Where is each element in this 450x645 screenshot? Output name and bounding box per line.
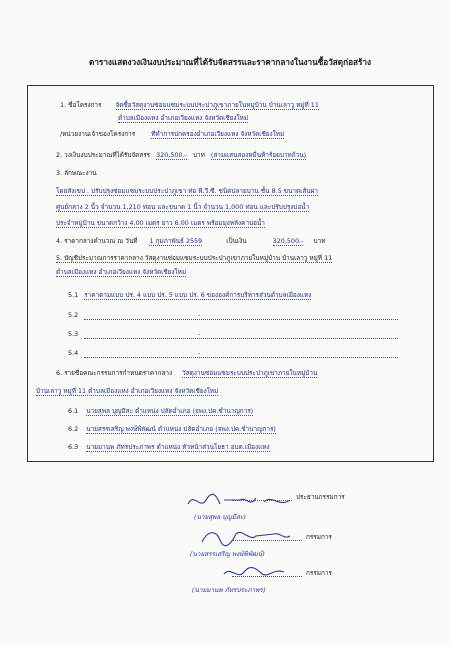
item-6-3-value: นายมานพ ภัทรประภาพร ตำแหน่ง หัวหน้าส่วนโยธา อบต.เมืองแหง (86, 443, 270, 451)
item-5-line-2: ตำบลเมืองแหง อำเภอเวียงแหง จังหวัดเชียงใหม่ (56, 268, 187, 276)
item-1b-value: ที่ทำการปกครองอำเภอเวียงแหง จังหวัดเชียงใหม่ (151, 130, 285, 138)
item-6-1-row (68, 407, 253, 416)
item-6-2-value: นายสรรเสริญ พงษ์พิพัฒน์ ตำแหน่ง ปลัดอำเภอ (จพง.ปค.ชำนาญการ) (86, 425, 276, 433)
item-6-3-label: 6.3 (68, 443, 79, 451)
item-3-line-2: ศูนย์กลาง 2 นิ้ว จำนวน 1,210 ท่อน และขนาด 1 นิ้ว จำนวน 1,000 ท่อน และปรับปรุงบ่อน้ำ (56, 203, 310, 211)
item-6-3-row (68, 443, 270, 452)
item-1b-row (60, 130, 284, 139)
item-4-value: 320,500.- (272, 237, 304, 245)
signature-2-role: กรรมการ (306, 533, 332, 541)
item-5-4-label: 5.4 (68, 349, 79, 357)
item-1-row (60, 101, 319, 110)
item-5-1-label: 5.1 (68, 291, 79, 299)
item-6-line-2: บ้านเลาวู หมู่ที่ 11 ตำบลเมืองแหง อำเภอเวียงแหง จังหวัดเชียงใหม่ (36, 387, 219, 395)
item-4-date: 1 กุมภาพันธ์ 2559 (149, 237, 203, 245)
document-title: ตารางแสดงวงเงินงบประมาณที่ได้รับจัดสรรและราคากลางในงานซื้อวัสดุก่อสร้าง (89, 57, 371, 67)
item-6-1-value: นายสุพล บุญมีสะ ตำแหน่ง ปลัดอำเภอ (จพง.ปค.ชำนาญการ) (86, 407, 254, 415)
item-5-line-1: 5. บัญชีประมาณการราคากลาง วัสดุงานซ่อมแซมระบบประปาภูเขาภายในหมู่บ้าน บ้านเลาวู หมู่ที่ 11 (56, 254, 333, 262)
item-5-2-label: 5.2 (68, 311, 79, 319)
item-5-4-value: - (198, 349, 201, 357)
item-4-row (56, 237, 325, 246)
item-1-value: จัดซื้อวัสดุงานซ่อมแซมระบบประปาภูเขาภายในหมู่บ้าน บ้านเลาวู หมู่ที่ 11 (115, 101, 319, 109)
item-3-line-3: ประจำหมู่บ้าน ขนาดกว้าง 4.00 เมตร ยาว 6.00 เมตร พร้อมมุงหลังคาบ่อน้ำ (56, 219, 265, 227)
item-2-row (56, 151, 306, 160)
signature-1-name: (นายสุพล บุญมีสะ) (194, 513, 246, 521)
signature-1-role: ประธานกรรมการ (296, 493, 345, 501)
item-3-line-1: โดยสังเขป . ปรับปรุงซ่อมแซมระบบประปาภูเขา ท่อ พี.วี.ซี. ชนิดปลายบาน ชั้น 8.5 ขนาดเส้นผ่า (56, 187, 318, 195)
item-1-label: 1. ชื่อโครงการ (60, 101, 102, 109)
item-2-label: 2. วงเงินงบประมาณที่ได้รับจัดสรร (56, 151, 151, 159)
item-5-2-row (68, 311, 398, 320)
item-5-3-value: - (198, 330, 201, 338)
item-2-words: (สามแสนสองหมื่นห้าร้อยบาทถ้วน) (210, 151, 307, 159)
item-6-value: วัสดุงานซ่อมแซมระบบประปาภูเขาภายในหมู่บ้าน (182, 369, 318, 377)
item-3-label: 3. ลักษณะงาน (56, 169, 97, 177)
item-6-row (56, 369, 317, 378)
item-1-value-2: ตำบลเมืองแหง อำเภอเวียงแหง จังหวัดเชียงใหม่ (118, 114, 249, 122)
item-2-unit: บาท (192, 151, 205, 159)
item-6-2-row (68, 425, 276, 434)
item-5-2-value: - (198, 311, 201, 319)
item-1b-label: /หน่วยงานเจ้าของโครงการ (60, 130, 136, 138)
signature-3-name: (นายมานพ ภัทรประภาพร) (192, 586, 266, 594)
item-5-1-value: ราคาตามแบบ ปร. 4 แบบ ปร. 5 แบบ ปร. 6 ขององค์การบริหารส่วนตำบลเมืองแหง (84, 291, 312, 299)
item-6-2-label: 6.2 (68, 425, 79, 433)
item-5-4-row (68, 349, 398, 358)
item-2-value: 320,500.- (156, 151, 187, 159)
item-4-label: 4. ราคากลางคำนวณ ณ วันที่ (56, 237, 138, 245)
item-4-mid: เป็นเงิน (226, 237, 247, 245)
signature-2-name: (นายสรรเสริญ พงษ์พิพัฒน์) (190, 550, 265, 558)
item-6-1-label: 6.1 (68, 407, 79, 415)
item-4-unit: บาท (313, 237, 326, 245)
item-5-3-row (68, 330, 398, 339)
signature-3-role: กรรมการ (306, 569, 332, 577)
item-6-label: 6. รายชื่อคณะกรรมการกำหนดราคากลาง (56, 369, 173, 377)
item-5-1-row (68, 291, 311, 300)
item-5-3-label: 5.3 (68, 330, 79, 338)
